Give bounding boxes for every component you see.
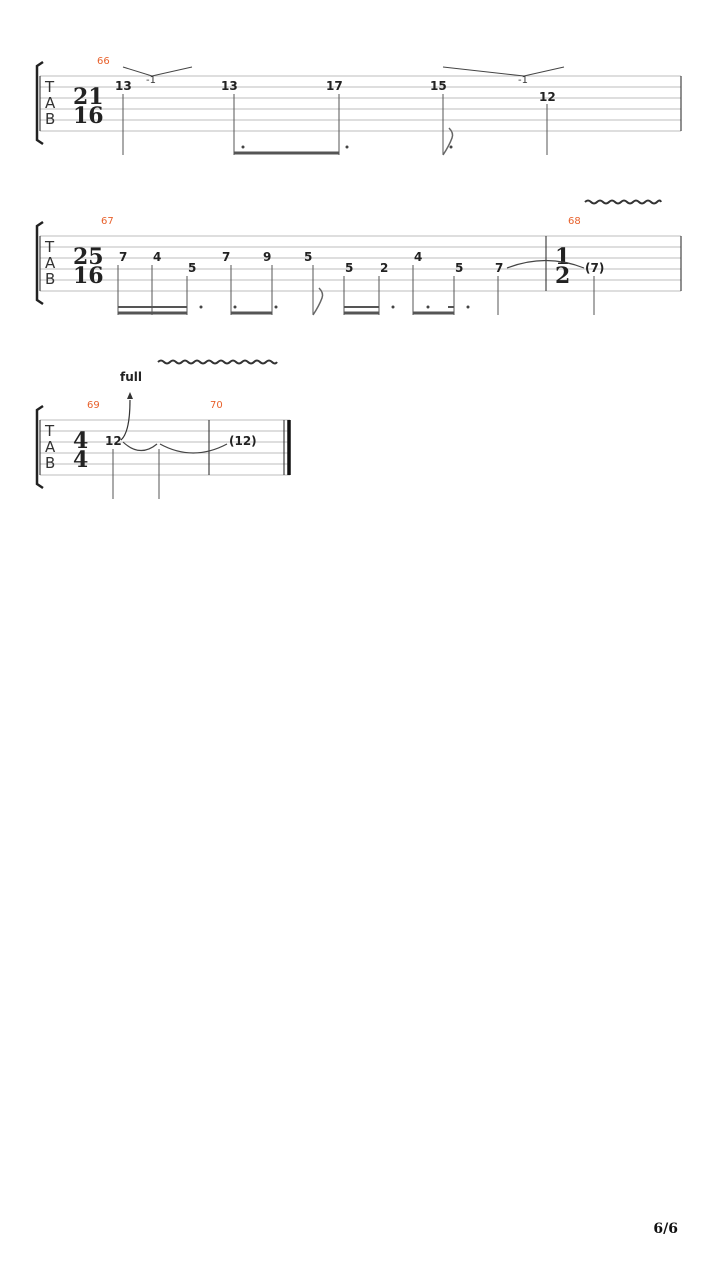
- measure-number: 68: [568, 216, 581, 227]
- tab-note: 5: [345, 261, 354, 275]
- tab-note: 4: [153, 250, 162, 264]
- tab-note: 5: [304, 250, 313, 264]
- tab-note: 4: [414, 250, 423, 264]
- tab-note: 7: [495, 261, 504, 275]
- time-signature-numerator: 1: [555, 244, 571, 270]
- tab-letter-t: T: [45, 238, 55, 256]
- tab-note: 17: [326, 79, 343, 93]
- tab-note: 7: [119, 250, 128, 264]
- time-signature-numerator: 21: [73, 84, 104, 110]
- rhythm-stems: [123, 94, 547, 155]
- tab-letter-b: B: [45, 454, 56, 472]
- tab-letter-a: A: [45, 254, 56, 272]
- tab-note: 15: [430, 79, 447, 93]
- tab-letter-b: B: [45, 270, 56, 288]
- whammy-dip-value: -1: [146, 75, 156, 86]
- tab-letter-b: B: [45, 110, 56, 128]
- time-signature-denominator: 2: [555, 263, 571, 289]
- tab-note: 2: [380, 261, 389, 275]
- vibrato-line: [585, 201, 661, 204]
- tie-arc: [123, 442, 157, 451]
- measure-number: 69: [87, 400, 100, 411]
- tab-letter-a: A: [45, 438, 56, 456]
- time-signature-numerator: 25: [73, 244, 104, 270]
- page-number: 6/6: [653, 1221, 678, 1237]
- tab-note: 13: [221, 79, 238, 93]
- tie-arc: [160, 444, 227, 453]
- system-1: [37, 56, 681, 155]
- vibrato-line: [158, 361, 277, 364]
- measure-number: 67: [101, 216, 114, 227]
- tab-note: 13: [115, 79, 132, 93]
- whammy-dip-line: [443, 67, 564, 76]
- tab-letter-t: T: [45, 78, 55, 96]
- rhythm-stems: [113, 449, 159, 499]
- tab-note: 12: [539, 90, 556, 104]
- time-signature-denominator: 16: [73, 263, 104, 289]
- time-signature-numerator: 4: [73, 428, 89, 454]
- tab-note: (7): [585, 261, 605, 275]
- system-3: [37, 361, 290, 500]
- bend-arrow-head: [127, 392, 133, 399]
- time-signature-denominator: 4: [73, 447, 89, 473]
- tab-letter-a: A: [45, 94, 56, 112]
- bend-label: full: [120, 370, 142, 384]
- tab-letter-t: T: [45, 422, 55, 440]
- tab-note: 7: [222, 250, 231, 264]
- tab-note: (12): [229, 434, 257, 448]
- time-signature-denominator: 16: [73, 103, 104, 129]
- whammy-dip-value: -1: [518, 75, 528, 86]
- measure-number: 66: [97, 56, 110, 67]
- system-2: [37, 201, 681, 316]
- measure-number: 70: [210, 400, 223, 411]
- tab-staff-lines: [40, 76, 681, 131]
- tab-note: 5: [455, 261, 464, 275]
- tab-note: 9: [263, 250, 272, 264]
- tab-note: 5: [188, 261, 197, 275]
- tab-note: 12: [105, 434, 122, 448]
- whammy-dip-line: [123, 67, 192, 76]
